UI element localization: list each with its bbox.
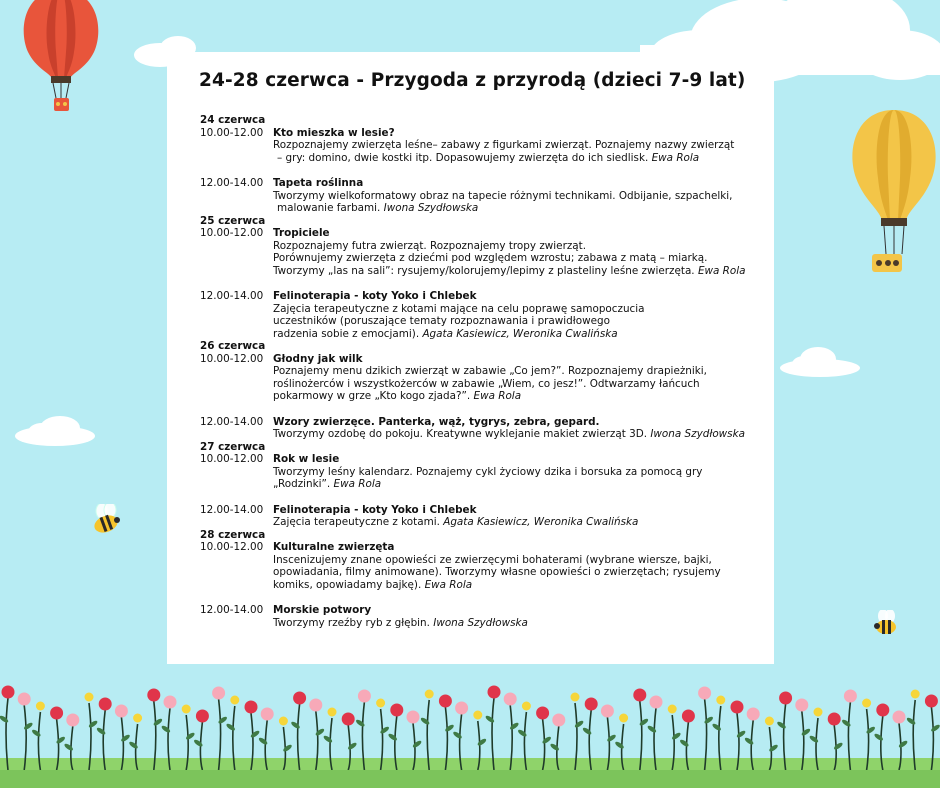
flower-icon [473, 711, 487, 771]
flower-icon [439, 695, 455, 771]
hot-air-balloon-icon [18, 0, 104, 118]
flower-icon [18, 693, 34, 771]
flower-icon [765, 717, 779, 771]
schedule-entry [200, 227, 760, 277]
flower-icon [0, 686, 15, 771]
schedule-entry [200, 453, 760, 491]
entry-description: Tworzymy leśny kalendarz. Poznajemy cykl życiowy dzika i borsuka za pomocą gry [273, 465, 703, 478]
flower-icon [420, 690, 434, 771]
flower-icon [193, 710, 209, 771]
flower-icon [50, 707, 66, 771]
entry-author: Agata Kasiewicz, Weronika Cwalińska [422, 327, 618, 340]
entry-author: Ewa Rola [333, 478, 382, 490]
flower-icon [731, 701, 747, 771]
entry-description: roślinożerców i wszystkożerców w zabawie „Wiem, co jesz!”. Odtwarzamy łańcuch [273, 377, 700, 390]
flower-icon [407, 711, 423, 771]
entry-title: Felinoterapia - koty Yoko i Chlebek [273, 503, 477, 516]
entry-title: Kto mieszka w lesie? [273, 126, 395, 139]
entry-title: Rok w lesie [273, 453, 340, 465]
flower-icon [873, 704, 889, 771]
flower-icon [893, 711, 909, 771]
flower-icon [258, 708, 274, 771]
schedule-entry [200, 177, 760, 215]
entry-time: 12.00-14.00 [200, 290, 264, 302]
entry-description: Inscenizujemy znane opowieści ze zwierzęcymi bohaterami (wybrane wiersze, bajki, [273, 553, 712, 566]
flower-icon [63, 714, 79, 771]
flower-icon [212, 687, 228, 771]
flower-icon [309, 699, 325, 771]
entry-description: „Rodzinki”. Ewa Rola [273, 478, 382, 490]
schedule-entry [200, 127, 760, 165]
flower-icon [614, 714, 628, 771]
flower-icon [809, 708, 823, 771]
entry-description: Tworzymy „las na sali”: rysujemy/kolorujemy/lepimy z plasteliny leśne zwierzęta. Ewa Rola [273, 264, 746, 277]
entry-time: 10.00-12.00 [200, 541, 264, 553]
entry-time: 10.00-12.00 [200, 453, 264, 465]
entry-time: 12.00-14.00 [200, 415, 264, 428]
entry-description: Rozpoznajemy zwierzęta leśne– zabawy z figurkami zwierząt. Poznajemy nazwy zwierząt [273, 139, 735, 151]
flower-icon [906, 690, 920, 771]
entry-description: komiks, opowiadamy bajkę). Ewa Rola [273, 578, 473, 591]
entry-description: Tworzymy wielkoformatowy obraz na tapecie różnymi technikami. Odbijanie, szpachelki, [273, 189, 733, 202]
flower-icon [582, 698, 598, 771]
entry-author: Agata Kasiewicz, Weronika Cwalińska [443, 516, 639, 528]
flower-icon [342, 713, 358, 771]
flower-icon [668, 705, 682, 771]
entry-author: Ewa Rola [697, 264, 746, 277]
flower-icon [633, 689, 649, 771]
flower-icon [376, 699, 390, 771]
flower-icon [549, 714, 565, 771]
flower-icon [85, 693, 99, 771]
entry-title: Wzory zwierzęce. Panterka, wąż, tygrys, zebra, gepard. [273, 415, 600, 428]
entry-time: 12.00-14.00 [200, 604, 264, 616]
schedule-entry [200, 353, 760, 403]
entry-author: Iwona Szydłowska [383, 202, 479, 214]
flower-icon [147, 689, 163, 771]
entry-title: Tropiciele [273, 227, 330, 239]
flower-icon [828, 713, 844, 771]
flower-meadow [0, 680, 940, 770]
entry-description: – gry: domino, dwie kostki itp. Dopasowujemy zwierzęta do ich siedlisk. Ewa Rola [277, 151, 700, 164]
flower-icon [355, 690, 371, 771]
flower-icon [647, 696, 663, 771]
flower-icon [698, 687, 714, 771]
flower-icon [862, 699, 876, 771]
entry-title: Felinoterapia - koty Yoko i Chlebek [273, 290, 477, 302]
flower-icon [679, 710, 695, 771]
day-heading: 24 czerwca [200, 114, 266, 126]
flower-icon [711, 696, 725, 771]
entry-time: 10.00-12.00 [200, 352, 264, 365]
entry-time: 12.00-14.00 [200, 177, 264, 189]
entry-title: Głodny jak wilk [273, 352, 363, 365]
flower-icon [96, 698, 112, 771]
flower-icon [387, 704, 403, 771]
entry-description: Zajęcia terapeutyczne z kotami. Agata Kasiewicz, Weronika Cwalińska [273, 516, 639, 528]
flower-icon [128, 714, 142, 771]
flower-icon [517, 702, 531, 771]
entry-description: malowanie farbami. Iwona Szydłowska [277, 202, 479, 214]
entry-description: Tworzymy rzeźby ryb z głębin. Iwona Szydłowska [273, 616, 528, 629]
entry-time: 12.00-14.00 [200, 503, 264, 516]
day-heading: 28 czerwca [200, 528, 266, 541]
flower-icon [776, 692, 792, 771]
entry-description: Porównujemy zwierzęta z dziećmi pod względem wzrostu; zabawa z matą – miarką. [273, 252, 708, 264]
grass-strip [0, 770, 940, 788]
flower-icon [925, 695, 940, 771]
flower-icon [279, 717, 293, 771]
entry-description: pokarmowy w grze „Kto kogo zjada?”. Ewa Rola [273, 390, 522, 402]
schedule-entry [200, 541, 760, 591]
flower-icon [452, 702, 468, 771]
schedule-entry [200, 604, 760, 629]
entry-description: Tworzymy ozdobę do pokoju. Kreatywne wyklejanie makiet zwierząt 3D. Iwona Szydłowska [273, 428, 745, 440]
flower-icon [795, 699, 811, 771]
entry-time: 10.00-12.00 [200, 126, 264, 139]
flower-icon [31, 702, 45, 771]
entry-time: 10.00-12.00 [200, 227, 264, 239]
entry-author: Ewa Rola [473, 390, 522, 402]
entry-title: Kulturalne zwierzęta [273, 541, 395, 553]
flower-icon [115, 705, 131, 771]
flower-icon [485, 686, 501, 771]
bee-icon [90, 504, 124, 536]
day-heading: 25 czerwca [200, 214, 266, 227]
flower-icon [290, 692, 306, 771]
entry-description: Poznajemy menu dzikich zwierząt w zabawie „Co jem?”. Rozpoznajemy drapieżniki, [273, 365, 707, 377]
flower-icon [245, 701, 261, 771]
flower-icon [571, 693, 585, 771]
entry-author: Iwona Szydłowska [650, 428, 745, 440]
schedule [200, 114, 760, 629]
schedule-entry [200, 290, 760, 340]
entry-description: uczestników (poruszające tematy rozpoznawania i prawidłowego [273, 315, 610, 327]
entry-author: Iwona Szydłowska [433, 616, 528, 629]
entry-description: Rozpoznajemy futra zwierząt. Rozpoznajemy tropy zwierząt. [273, 239, 587, 252]
schedule-entry [200, 504, 760, 529]
flower-icon [323, 708, 337, 771]
entry-author: Ewa Rola [651, 151, 700, 164]
flower-icon [601, 705, 617, 771]
entry-description: radzenia sobie z emocjami). Agata Kasiewicz, Weronika Cwalińska [273, 327, 618, 340]
day-heading: 26 czerwca [200, 340, 266, 352]
bee-icon [872, 610, 900, 638]
flower-icon [536, 707, 552, 771]
schedule-entry [200, 416, 760, 441]
entry-title: Tapeta roślinna [273, 177, 364, 189]
entry-description: opowiadania, filmy animowane). Tworzymy własne opowieści o zwierzętach; rysujemy [273, 566, 721, 578]
entry-author: Ewa Rola [424, 578, 473, 591]
flower-icon [504, 693, 520, 771]
hot-air-balloon-icon [848, 108, 940, 280]
entry-description: Zajęcia terapeutyczne z kotami mające na celu poprawę samopoczucia [273, 302, 645, 315]
flower-icon [225, 696, 239, 771]
day-heading: 27 czerwca [200, 440, 266, 453]
flower-icon [182, 705, 196, 771]
page-title: 24-28 czerwca - Przygoda z przyrodą (dzieci 7-9 lat) [199, 70, 746, 91]
flower-icon [841, 690, 857, 771]
flower-icon [744, 708, 760, 771]
entry-title: Morskie potwory [273, 604, 372, 616]
flower-icon [161, 696, 177, 771]
